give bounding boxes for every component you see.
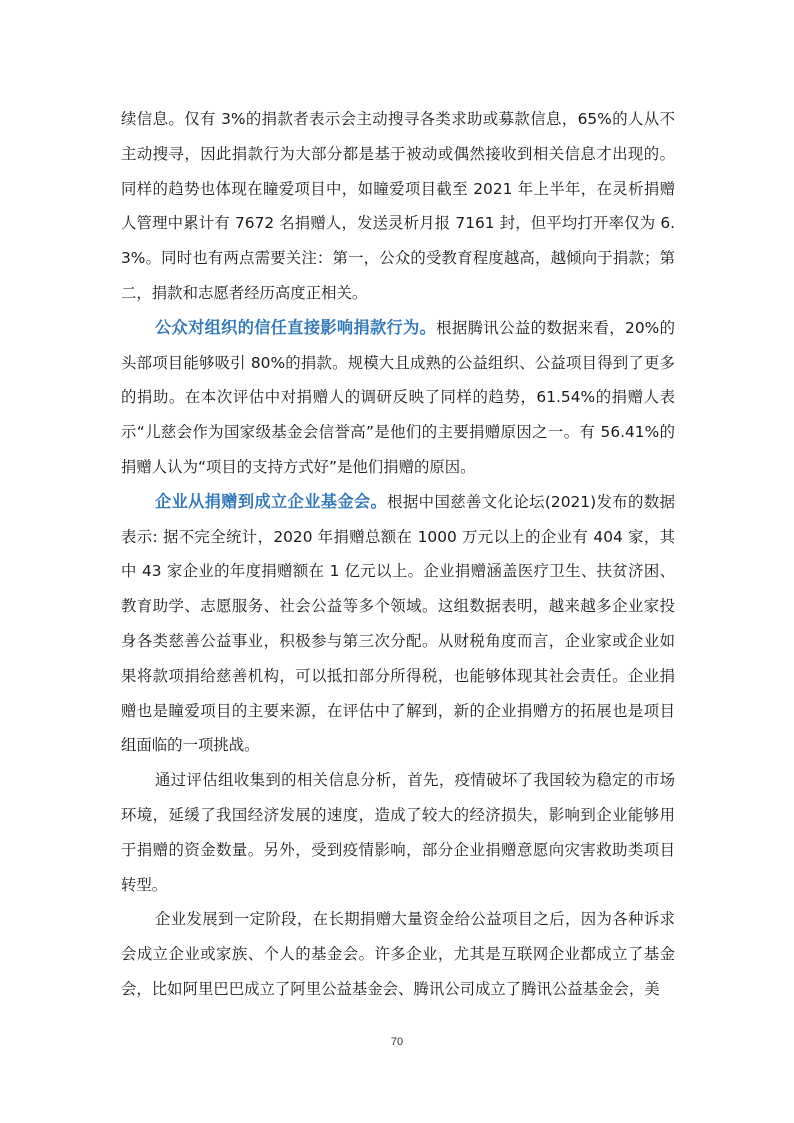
paragraph-4-text: 通过评估组收集到的相关信息分析，首先，疫情破坏了我国较为稳定的市场环境，延缓了我国经济发展的速度，造成了较大的经济损失，影响到企业能够用于捐赠的资金数量。另外，受到疫情影响，部分企业捐赠意愿向灾害救助类项目转型。 [121,771,675,894]
paragraph-2 [121,311,675,485]
paragraph-3-text: 根据中国慈善文化论坛(2021)发布的数据表示: 据不完全统计，2020 年捐赠总额在 1000 万元以上的企业有 404 家，其中 43 家企业的年度捐赠额在 1 亿元以上。企业捐赠涵盖医疗卫生、扶贫济困、教育助学、志愿服务、社会公益等多个领域。这组数据表明，越来越多企业家投身各类慈善公益事业，积极参与第三次分配。从财税角度而言，企业家或企业如果将款项捐给慈善机构，可以抵扣部分所得税，也能够体现其社会责任。企业捐赠也是瞳爱项目的主要来源，在评估中了解到，新的企业捐赠方的拓展也是项目组面临的一项挑战。 [121,492,675,755]
page-number: 70 [390,1036,404,1048]
paragraph-5-text: 企业发展到一定阶段，在长期捐赠大量资金给公益项目之后，因为各种诉求会成立企业或家族、个人的基金会。许多企业，尤其是互联网企业都成立了基金会，比如阿里巴巴成立了阿里公益基金会、腾讯公司成立了腾讯公益基金会，美 [121,910,675,998]
paragraph-4 [121,763,675,902]
paragraph-1 [121,102,675,311]
body-text [121,102,675,1007]
paragraph-5 [121,902,675,1006]
paragraph-3 [121,485,675,763]
paragraph-3-heading: 企业从捐赠到成立企业基金会。 [155,491,388,511]
paragraph-2-text: 根据腾讯公益的数据来看，20%的头部项目能够吸引 80%的捐款。规模大且成熟的公益组织、公益项目得到了更多的捐助。在本次评估中对捐赠人的调研反映了同样的趋势，61.54%的捐赠人表示“儿慈会作为国家级基金会信誉高”是他们的主要捐赠原因之一。有 56.41%的捐赠人认为“项目的支持方式好”是他们捐赠的原因。 [121,318,675,476]
paragraph-2-heading: 公众对组织的信任直接影响捐款行为。 [155,317,437,337]
paragraph-1-text: 续信息。仅有 3%的捐款者表示会主动搜寻各类求助或募款信息，65%的人从不主动搜寻，因此捐款行为大部分都是基于被动或偶然接收到相关信息才出现的。同样的趋势也体现在瞳爱项目中，如瞳爱项目截至 2021 年上半年，在灵析捐赠人管理中累计有 7672 名捐赠人，发送灵析月报 7161 封，但平均打开率仅为 6.3%。同时也有两点需要关注：第一，公众的受教育程度越高，越倾向于捐款；第二，捐款和志愿者经历高度正相关。 [121,110,675,302]
